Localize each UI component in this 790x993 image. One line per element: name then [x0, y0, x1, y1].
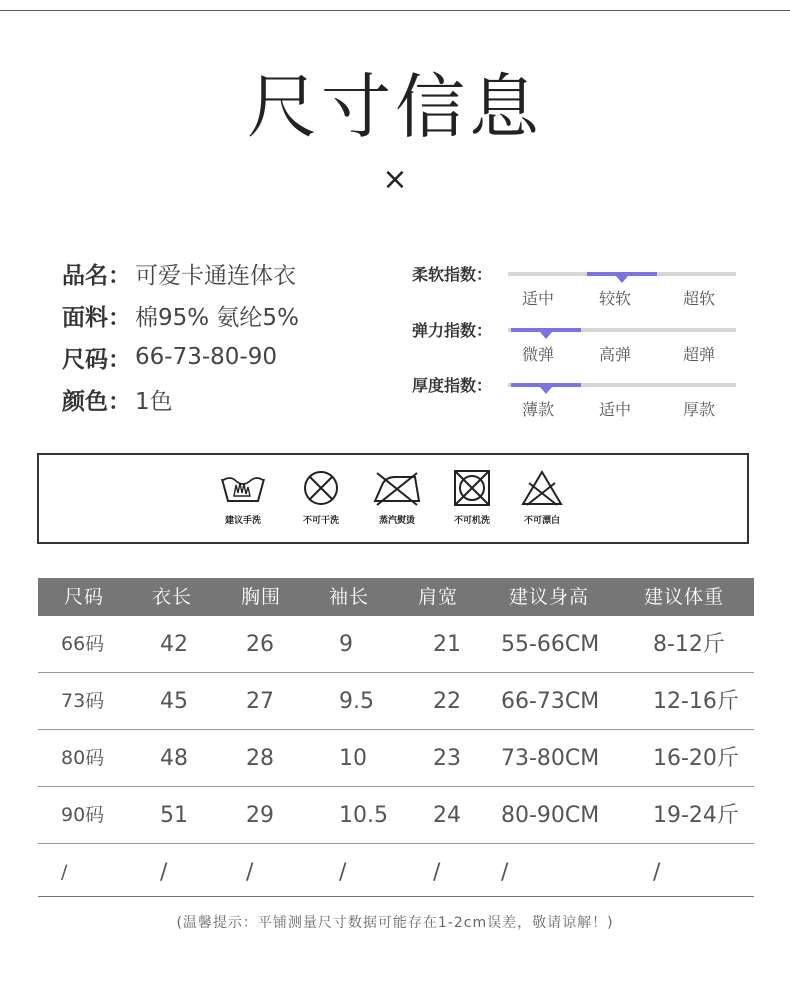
- table-cell: 45: [160, 689, 188, 714]
- table-cell: 80-90CM: [501, 803, 600, 828]
- elasticity-index-label: 弹力指数：: [412, 321, 493, 340]
- title-separator: ×: [382, 162, 408, 197]
- size-label: 尺码：: [62, 346, 131, 373]
- table-cell: 23: [433, 746, 461, 771]
- header-sleeve: 袖长: [329, 586, 370, 608]
- table-cell: /: [653, 860, 661, 885]
- fabric-label: 面料：: [62, 304, 131, 331]
- care-label: 蒸汽熨烫: [378, 516, 415, 526]
- care-no-dry-clean: [291, 469, 351, 526]
- softness-track: [508, 272, 736, 276]
- table-cell: 10.5: [339, 803, 388, 828]
- table-cell: 66-73CM: [501, 689, 600, 714]
- table-cell: /: [246, 860, 254, 885]
- no-bleach-icon: [517, 469, 567, 507]
- table-cell: 55-66CM: [501, 632, 600, 657]
- table-cell: 66码: [61, 633, 105, 655]
- table-cell: 26: [246, 632, 274, 657]
- table-cell: 73码: [61, 690, 105, 712]
- table-cell: 90码: [61, 804, 105, 826]
- fabric-value: 棉95% 氨纶5%: [135, 304, 299, 331]
- header-height: 建议身高: [509, 586, 590, 608]
- softness-marker-icon: [616, 276, 628, 283]
- softness-option: 较软: [599, 289, 632, 308]
- table-cell: 42: [160, 632, 188, 657]
- size-row: [62, 336, 382, 378]
- color-label: 颜色：: [62, 388, 131, 415]
- thickness-option: 薄款: [522, 400, 555, 419]
- header-chest: 胸围: [241, 586, 282, 608]
- product-name-value: 可爱卡通连体衣: [135, 262, 296, 289]
- fabric-row: [62, 294, 382, 336]
- measurement-note: (温馨提示：平铺测量尺寸数据可能存在1-2cm误差，敬请谅解！): [176, 915, 614, 931]
- elasticity-marker-icon: [540, 332, 552, 339]
- table-row: [38, 787, 754, 844]
- table-row: [38, 844, 754, 897]
- thickness-index: [412, 369, 742, 425]
- table-cell: 48: [160, 746, 188, 771]
- table-cell: 10: [339, 746, 367, 771]
- table-cell: /: [160, 860, 168, 885]
- care-label: 不可机洗: [453, 516, 490, 526]
- table-cell: /: [61, 861, 68, 883]
- table-cell: /: [339, 860, 347, 885]
- elasticity-option: 超弹: [683, 345, 716, 364]
- table-row: [38, 730, 754, 787]
- table-cell: 73-80CM: [501, 746, 600, 771]
- thickness-track: [508, 383, 736, 387]
- color-row: [62, 378, 382, 420]
- table-cell: 16-20斤: [653, 746, 739, 771]
- elasticity-index: [412, 314, 742, 370]
- table-cell: 12-16斤: [653, 689, 739, 714]
- care-label: 不可干洗: [302, 516, 339, 526]
- no-machine-wash-icon: [447, 469, 497, 507]
- header-weight: 建议体重: [644, 586, 725, 608]
- elasticity-track: [508, 328, 736, 332]
- thickness-option: 适中: [599, 400, 632, 419]
- table-cell: /: [433, 860, 441, 885]
- header-shoulder: 肩宽: [418, 586, 459, 608]
- hand-wash-icon: [218, 469, 268, 507]
- top-divider: [0, 10, 790, 11]
- softness-index: [412, 258, 742, 314]
- softness-index-label: 柔软指数：: [412, 265, 493, 284]
- no-dry-clean-icon: [296, 469, 346, 507]
- table-cell: 51: [160, 803, 188, 828]
- header-size: 尺码: [64, 586, 105, 608]
- table-cell: 28: [246, 746, 274, 771]
- care-instructions: [37, 453, 749, 544]
- thickness-marker-icon: [540, 387, 552, 394]
- table-cell: 19-24斤: [653, 803, 739, 828]
- color-value: 1色: [135, 388, 173, 415]
- table-cell: 8-12斤: [653, 632, 725, 657]
- size-value: 66-73-80-90: [135, 344, 277, 370]
- table-cell: 29: [246, 803, 274, 828]
- table-cell: 22: [433, 689, 461, 714]
- table-header: [38, 578, 754, 616]
- table-row: [38, 616, 754, 673]
- table-cell: 21: [433, 632, 461, 657]
- care-no-machine-wash: [442, 469, 502, 526]
- product-name-label: 品名：: [62, 262, 131, 289]
- table-row: [38, 673, 754, 730]
- table-cell: 9.5: [339, 689, 374, 714]
- header-length: 衣长: [152, 586, 193, 608]
- table-cell: 9: [339, 632, 353, 657]
- softness-option: 适中: [522, 289, 555, 308]
- elasticity-option: 高弹: [599, 345, 632, 364]
- thickness-index-label: 厚度指数：: [412, 376, 493, 395]
- table-cell: 27: [246, 689, 274, 714]
- elasticity-option: 微弹: [522, 345, 555, 364]
- care-steam-iron: [367, 469, 427, 526]
- page-title: 尺寸信息: [247, 66, 543, 148]
- steam-iron-icon: [369, 469, 425, 507]
- product-name-row: [62, 252, 382, 294]
- product-info: [62, 252, 382, 420]
- care-no-bleach: [512, 469, 572, 526]
- table-cell: /: [501, 860, 509, 885]
- softness-option: 超软: [683, 289, 716, 308]
- care-label: 建议手洗: [224, 516, 261, 526]
- thickness-option: 厚款: [683, 400, 716, 419]
- size-table: [38, 578, 754, 897]
- care-label: 不可漂白: [523, 516, 560, 526]
- care-hand-wash: [213, 469, 273, 526]
- table-cell: 24: [433, 803, 461, 828]
- table-cell: 80码: [61, 747, 105, 769]
